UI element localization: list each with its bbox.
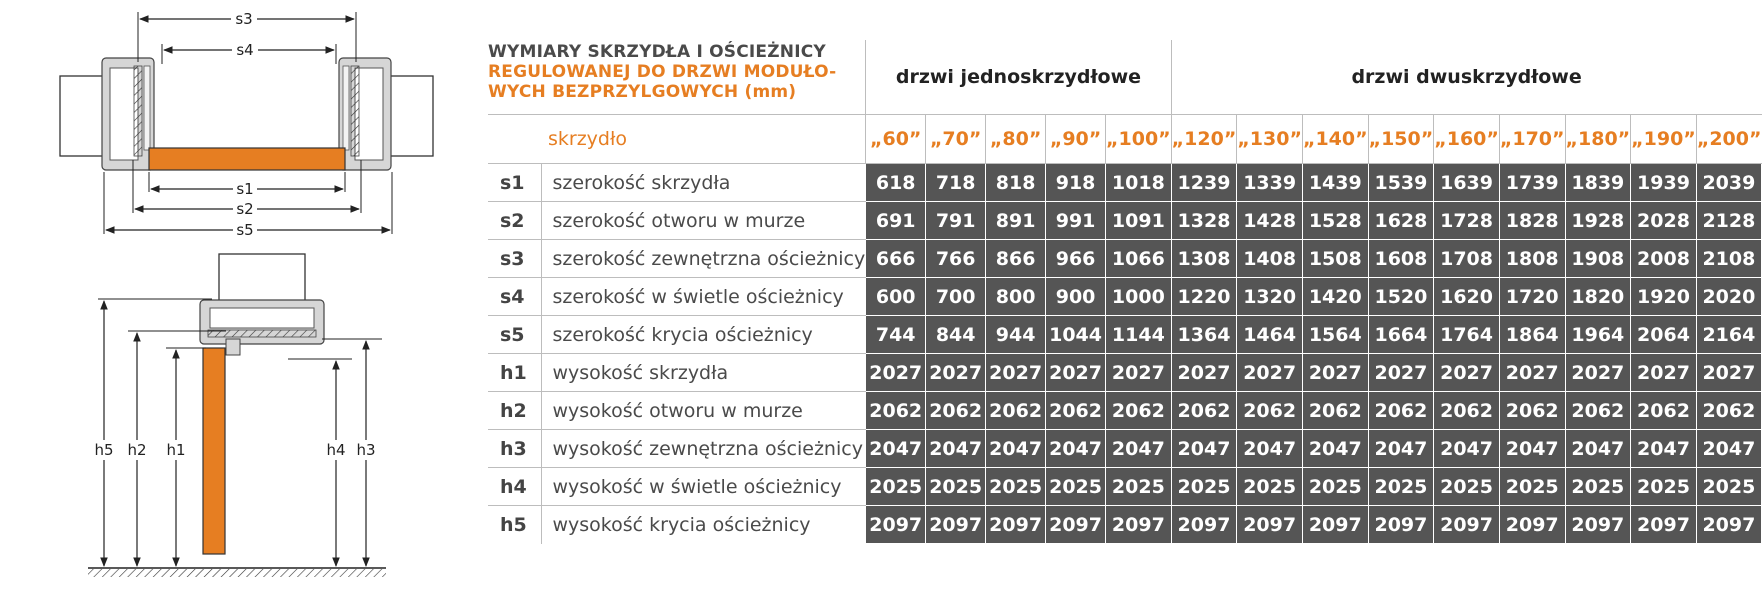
value-cell: 1091 [1106, 202, 1172, 240]
value-cell: 2025 [1171, 468, 1237, 506]
value-cell: 2128 [1696, 202, 1761, 240]
floor-hatch [88, 569, 386, 577]
value-cell: 1564 [1302, 316, 1368, 354]
value-cell: 2020 [1696, 278, 1761, 316]
value-cell: 1939 [1631, 164, 1697, 202]
size-header: „160” [1434, 115, 1500, 164]
table-row [488, 506, 1762, 544]
value-cell: 2047 [1237, 430, 1303, 468]
value-cell: 866 [986, 240, 1046, 278]
value-cell: 2097 [1171, 506, 1237, 544]
value-cell: 1808 [1499, 240, 1565, 278]
value-cell: 2097 [1046, 506, 1106, 544]
dimensions-table-wrap [488, 40, 1762, 544]
group-header-double: drzwi dwuskrzydłowe [1171, 40, 1761, 115]
row-label: wysokość otworu w murze [542, 392, 866, 430]
value-cell: 1839 [1565, 164, 1631, 202]
value-cell: 1720 [1499, 278, 1565, 316]
value-cell: 2164 [1696, 316, 1761, 354]
value-cell: 1066 [1106, 240, 1172, 278]
value-cell: 2025 [926, 468, 986, 506]
table-row [488, 392, 1762, 430]
size-header: „90” [1046, 115, 1106, 164]
value-cell: 2108 [1696, 240, 1761, 278]
value-cell: 666 [866, 240, 926, 278]
value-cell: 1408 [1237, 240, 1303, 278]
value-cell: 2047 [1631, 430, 1697, 468]
table-row [488, 430, 1762, 468]
value-cell: 2062 [1368, 392, 1434, 430]
value-cell: 2025 [1696, 468, 1761, 506]
row-label: wysokość zewnętrzna ościeżnicy [542, 430, 866, 468]
label-h5: h5 [94, 441, 114, 459]
value-cell: 600 [866, 278, 926, 316]
label-s4: s4 [236, 41, 254, 59]
value-cell: 1328 [1171, 202, 1237, 240]
label-s5: s5 [236, 221, 254, 239]
value-cell: 2047 [1046, 430, 1106, 468]
row-code: h1 [488, 354, 542, 392]
value-cell: 2062 [1302, 392, 1368, 430]
group-header-single: drzwi jednoskrzydłowe [866, 40, 1171, 115]
value-cell: 2025 [1631, 468, 1697, 506]
label-s2: s2 [236, 200, 254, 218]
value-cell: 2047 [1499, 430, 1565, 468]
value-cell: 2027 [1434, 354, 1500, 392]
value-cell: 1608 [1368, 240, 1434, 278]
size-header: „70” [926, 115, 986, 164]
value-cell: 2047 [1565, 430, 1631, 468]
row-label: szerokość krycia ościeżnicy [542, 316, 866, 354]
value-cell: 1739 [1499, 164, 1565, 202]
value-cell: 800 [986, 278, 1046, 316]
value-cell: 2025 [1046, 468, 1106, 506]
table-row [488, 354, 1762, 392]
label-h3: h3 [356, 441, 376, 459]
value-cell: 1000 [1106, 278, 1172, 316]
value-cell: 844 [926, 316, 986, 354]
frame-top-section [200, 300, 324, 355]
value-cell: 2025 [1368, 468, 1434, 506]
value-cell: 1044 [1046, 316, 1106, 354]
value-cell: 2062 [1631, 392, 1697, 430]
value-cell: 991 [1046, 202, 1106, 240]
table-header-row [488, 40, 1762, 115]
row-code: s4 [488, 278, 542, 316]
value-cell: 691 [866, 202, 926, 240]
value-cell: 2008 [1631, 240, 1697, 278]
size-header: „150” [1368, 115, 1434, 164]
value-cell: 891 [986, 202, 1046, 240]
value-cell: 2062 [1046, 392, 1106, 430]
value-cell: 2062 [1171, 392, 1237, 430]
value-cell: 2027 [1565, 354, 1631, 392]
value-cell: 2047 [926, 430, 986, 468]
value-cell: 2027 [986, 354, 1046, 392]
value-cell: 1320 [1237, 278, 1303, 316]
value-cell: 1464 [1237, 316, 1303, 354]
value-cell: 1928 [1565, 202, 1631, 240]
value-cell: 1018 [1106, 164, 1172, 202]
size-header: „130” [1237, 115, 1303, 164]
value-cell: 2062 [1499, 392, 1565, 430]
door-dimension-diagram [0, 0, 480, 608]
value-cell: 2097 [1237, 506, 1303, 544]
value-cell: 1628 [1368, 202, 1434, 240]
row-code: h5 [488, 506, 542, 544]
value-cell: 2027 [1106, 354, 1172, 392]
value-cell: 1920 [1631, 278, 1697, 316]
value-cell: 966 [1046, 240, 1106, 278]
label-h1: h1 [166, 441, 186, 459]
label-h2: h2 [127, 441, 147, 459]
value-cell: 1508 [1302, 240, 1368, 278]
value-cell: 1144 [1106, 316, 1172, 354]
value-cell: 1728 [1434, 202, 1500, 240]
value-cell: 918 [1046, 164, 1106, 202]
table-row [488, 316, 1762, 354]
table-row [488, 164, 1762, 202]
label-s1: s1 [236, 180, 254, 198]
size-header: „200” [1696, 115, 1761, 164]
value-cell: 2025 [1565, 468, 1631, 506]
value-cell: 944 [986, 316, 1046, 354]
row-code: s5 [488, 316, 542, 354]
title-line-3: WYCH BEZPRZYLGOWYCH (mm) [488, 82, 797, 102]
value-cell: 2039 [1696, 164, 1761, 202]
value-cell: 2027 [1368, 354, 1434, 392]
size-header: „80” [986, 115, 1046, 164]
value-cell: 2027 [1499, 354, 1565, 392]
value-cell: 2027 [866, 354, 926, 392]
value-cell: 1308 [1171, 240, 1237, 278]
value-cell: 2097 [1565, 506, 1631, 544]
table-body [488, 164, 1762, 544]
value-cell: 2025 [1302, 468, 1368, 506]
value-cell: 1520 [1368, 278, 1434, 316]
value-cell: 2047 [986, 430, 1046, 468]
value-cell: 1239 [1171, 164, 1237, 202]
value-cell: 1439 [1302, 164, 1368, 202]
value-cell: 2062 [1565, 392, 1631, 430]
value-cell: 2047 [1696, 430, 1761, 468]
frame-right [339, 58, 391, 170]
value-cell: 2025 [1434, 468, 1500, 506]
row-code: s2 [488, 202, 542, 240]
value-cell: 900 [1046, 278, 1106, 316]
value-cell: 2047 [1171, 430, 1237, 468]
table-row [488, 468, 1762, 506]
value-cell: 2027 [1237, 354, 1303, 392]
value-cell: 1764 [1434, 316, 1500, 354]
value-cell: 2047 [1434, 430, 1500, 468]
value-cell: 2064 [1631, 316, 1697, 354]
door-leaf-plan [149, 148, 345, 170]
value-cell: 766 [926, 240, 986, 278]
row-code: h3 [488, 430, 542, 468]
value-cell: 2097 [986, 506, 1046, 544]
value-cell: 744 [866, 316, 926, 354]
value-cell: 700 [926, 278, 986, 316]
value-cell: 2062 [1696, 392, 1761, 430]
value-cell: 2025 [1106, 468, 1172, 506]
value-cell: 2097 [1631, 506, 1697, 544]
sizes-label: skrzydło [488, 115, 866, 164]
value-cell: 1820 [1565, 278, 1631, 316]
value-cell: 2097 [1696, 506, 1761, 544]
value-cell: 1964 [1565, 316, 1631, 354]
value-cell: 1539 [1368, 164, 1434, 202]
table-row [488, 202, 1762, 240]
value-cell: 1828 [1499, 202, 1565, 240]
value-cell: 1220 [1171, 278, 1237, 316]
label-s3: s3 [235, 10, 253, 28]
value-cell: 818 [986, 164, 1046, 202]
dimensions-table [488, 40, 1762, 544]
door-leaf-section [203, 348, 225, 554]
value-cell: 2097 [1434, 506, 1500, 544]
value-cell: 2062 [926, 392, 986, 430]
value-cell: 2027 [1696, 354, 1761, 392]
value-cell: 2097 [1499, 506, 1565, 544]
value-cell: 718 [926, 164, 986, 202]
value-cell: 2027 [1302, 354, 1368, 392]
value-cell: 618 [866, 164, 926, 202]
size-header: „190” [1631, 115, 1697, 164]
value-cell: 2062 [866, 392, 926, 430]
size-header: „140” [1302, 115, 1368, 164]
sizes-row [488, 115, 1762, 164]
value-cell: 2047 [1106, 430, 1172, 468]
value-cell: 2027 [1631, 354, 1697, 392]
value-cell: 2097 [866, 506, 926, 544]
size-header: „170” [1499, 115, 1565, 164]
title-line-1: WYMIARY SKRZYDŁA I OŚCIEŻNICY [488, 42, 826, 62]
frame-left [102, 58, 154, 170]
value-cell: 2047 [866, 430, 926, 468]
value-cell: 791 [926, 202, 986, 240]
value-cell: 2025 [986, 468, 1046, 506]
value-cell: 2025 [1499, 468, 1565, 506]
value-cell: 2097 [1106, 506, 1172, 544]
row-code: s1 [488, 164, 542, 202]
value-cell: 2025 [866, 468, 926, 506]
value-cell: 2062 [1237, 392, 1303, 430]
value-cell: 2062 [986, 392, 1046, 430]
value-cell: 1620 [1434, 278, 1500, 316]
value-cell: 2047 [1302, 430, 1368, 468]
size-header: „100” [1106, 115, 1172, 164]
row-label: szerokość otworu w murze [542, 202, 866, 240]
row-label: szerokość skrzydła [542, 164, 866, 202]
row-code: s3 [488, 240, 542, 278]
size-header: „120” [1171, 115, 1237, 164]
value-cell: 2047 [1368, 430, 1434, 468]
size-header: „180” [1565, 115, 1631, 164]
value-cell: 2062 [1434, 392, 1500, 430]
value-cell: 2027 [1046, 354, 1106, 392]
value-cell: 1528 [1302, 202, 1368, 240]
value-cell: 1639 [1434, 164, 1500, 202]
row-label: szerokość zewnętrzna ościeżnicy [542, 240, 866, 278]
value-cell: 1339 [1237, 164, 1303, 202]
label-h4: h4 [326, 441, 346, 459]
value-cell: 1420 [1302, 278, 1368, 316]
row-label: wysokość krycia ościeżnicy [552, 513, 811, 536]
value-cell: 2027 [926, 354, 986, 392]
size-header: „60” [866, 115, 926, 164]
value-cell: 2025 [1237, 468, 1303, 506]
value-cell: 1908 [1565, 240, 1631, 278]
value-cell: 2097 [1302, 506, 1368, 544]
row-label: wysokość skrzydła [542, 354, 866, 392]
value-cell: 2097 [1368, 506, 1434, 544]
value-cell: 1708 [1434, 240, 1500, 278]
table-title [488, 40, 866, 115]
row-code: h2 [488, 392, 542, 430]
value-cell: 2062 [1106, 392, 1172, 430]
value-cell: 1864 [1499, 316, 1565, 354]
value-cell: 1428 [1237, 202, 1303, 240]
row-label: szerokość w świetle ościeżnicy [542, 278, 866, 316]
table-row [488, 240, 1762, 278]
value-cell: 2097 [926, 506, 986, 544]
value-cell: 2027 [1171, 354, 1237, 392]
value-cell: 2028 [1631, 202, 1697, 240]
title-line-2: REGULOWANEJ DO DRZWI MODUŁO- [488, 62, 837, 82]
table-row [488, 278, 1762, 316]
row-label: wysokość w świetle ościeżnicy [542, 468, 866, 506]
value-cell: 1664 [1368, 316, 1434, 354]
row-code: h4 [488, 468, 542, 506]
value-cell: 1364 [1171, 316, 1237, 354]
